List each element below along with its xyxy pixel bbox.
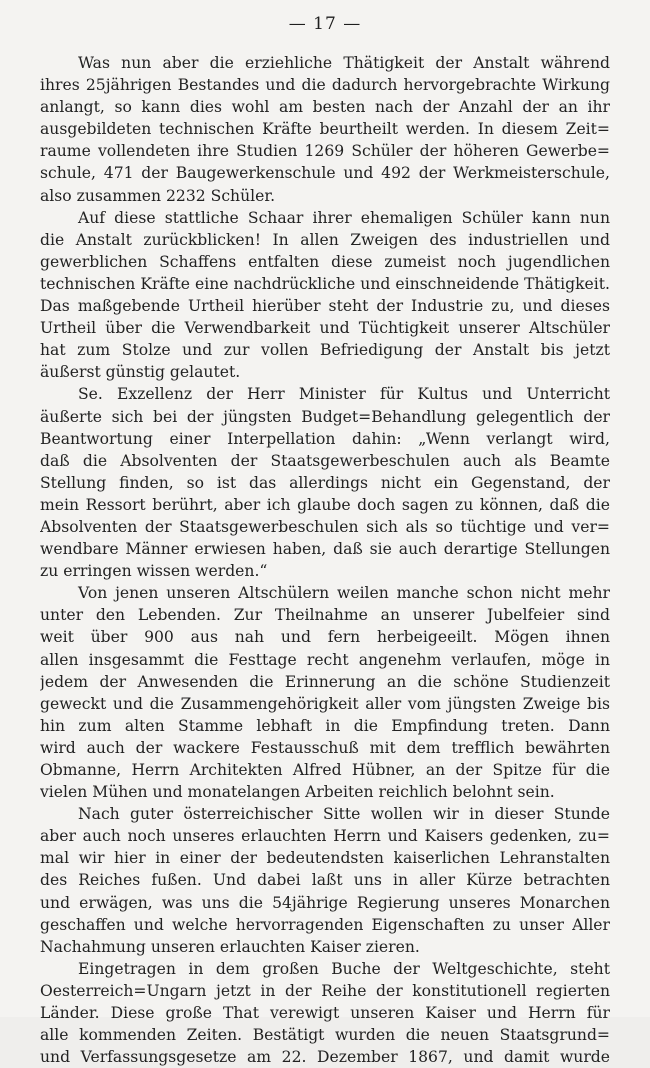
text-line: allen insgesammt die Festtage recht angenehm verlaufen, möge in	[40, 650, 610, 669]
paragraph	[40, 383, 610, 582]
text-line: also zusammen 2232 Schüler.	[40, 186, 276, 205]
text-line: Länder. Diese große That verewigt unseren Kaiser und Herrn für	[40, 1004, 610, 1023]
text-line: Oesterreich=Ungarn jetzt in der Reihe der konstitutionell regierten	[40, 981, 610, 1000]
paragraph	[40, 803, 610, 958]
paragraph	[40, 207, 610, 384]
text-line: Auf diese stattliche Schaar ihrer ehemaligen Schüler kann nun	[78, 208, 610, 227]
text-line: Das maßgebende Urtheil hierüber steht der Industrie zu, und dieses	[40, 297, 610, 316]
text-line: und Verfassungsgesetze am 22. Dezember 1867, und damit wurde	[40, 1048, 610, 1067]
text-line: raume vollendeten ihre Studien 1269 Schüler der höheren Gewerbe=	[40, 142, 610, 161]
text-line: geweckt und die Zusammengehörigkeit aller vom jüngsten Zweige bis	[40, 694, 610, 713]
text-line: mein Ressort berührt, aber ich glaube doch sagen zu können, daß die	[40, 495, 610, 514]
text-line: Nachahmung unseren erlauchten Kaiser zieren.	[40, 937, 420, 956]
text-line: hin zum alten Stamme lebhaft in die Empfindung treten. Dann	[40, 716, 610, 735]
text-line: Obmanne, Herrn Architekten Alfred Hübner, an der Spitze für die	[40, 761, 610, 779]
text-line: Was nun aber die erziehliche Thätigkeit der Anstalt während	[78, 54, 610, 72]
text-line: technischen Kräfte eine nachdrückliche und einschneidende Thätigkeit.	[40, 274, 610, 293]
text-line: des Reiches fußen. Und dabei laßt uns in aller Kürze betrachten	[40, 871, 610, 890]
text-line: äußerst günstig gelautet.	[40, 363, 241, 382]
text-line: Absolventen der Staatsgewerbeschulen sich als so tüchtige und ver=	[40, 517, 610, 536]
text-line: wird auch der wackere Festausschuß mit dem trefflich bewährten	[40, 738, 610, 757]
text-line: mal wir hier in einer der bedeutendsten kaiserlichen Lehranstalten	[40, 849, 610, 868]
text-line: vielen Mühen und monatelangen Arbeiten reichlich belohnt sein.	[40, 783, 555, 802]
text-line: Beantwortung einer Interpellation dahin: „Wenn verlangt wird,	[40, 429, 610, 448]
paragraph	[40, 52, 610, 207]
text-line: wendbare Männer erwiesen haben, daß sie auch derartige Stellungen	[40, 540, 610, 559]
text-line: Stellung finden, so ist das allerdings nicht ein Gegenstand, der	[40, 473, 610, 492]
text-line: und erwägen, was uns die 54jährige Regierung unseres Monarchen	[40, 893, 610, 912]
text-line: Urtheil über die Verwendbarkeit und Tüchtigkeit unserer Altschüler	[40, 319, 610, 338]
text-line: Se. Exzellenz der Herr Minister für Kultus und Unterricht	[78, 385, 610, 404]
paragraph	[40, 958, 610, 1068]
text-line: unter den Lebenden. Zur Theilnahme an unserer Jubelfeier sind	[40, 606, 610, 625]
text-line: zu erringen wissen werden.“	[40, 562, 268, 581]
text-line: daß die Absolventen der Staatsgewerbeschulen auch als Beamte	[40, 451, 610, 470]
text-line: Eingetragen in dem großen Buche der Weltgeschichte, steht	[78, 959, 610, 978]
text-line: alle kommenden Zeiten. Bestätigt wurden die neuen Staatsgrund=	[40, 1026, 610, 1045]
text-line: ihres 25jährigen Bestandes und die dadurch hervorgebrachte Wirkung	[40, 76, 610, 95]
text-line: ausgebildeten technischen Kräfte beurtheilt werden. In diesem Zeit=	[40, 120, 610, 139]
text-line: geschaffen und welche hervorragenden Eigenschaften zu unser Aller	[40, 915, 610, 934]
paragraph	[40, 582, 610, 803]
text-line: Von jenen unseren Altschülern weilen manche schon nicht mehr	[78, 584, 610, 603]
text-line: Nach guter österreichischer Sitte wollen wir in dieser Stunde	[78, 805, 610, 824]
body-text	[40, 52, 610, 1068]
text-line: hat zum Stolze und zur vollen Befriedigung der Anstalt bis jetzt	[40, 341, 610, 360]
text-line: aber auch noch unseres erlauchten Herrn und Kaisers gedenken, zu=	[40, 827, 610, 846]
page-number: — 17 —	[288, 14, 362, 34]
text-line: anlangt, so kann dies wohl am besten nach der Anzahl der an ihr	[40, 98, 610, 117]
text-line: äußerte sich bei der jüngsten Budget=Behandlung gelegentlich der	[40, 407, 610, 426]
text-line: weit über 900 aus nah und fern herbeigeeilt. Mögen ihnen	[40, 628, 610, 647]
text-line: die Anstalt zurückblicken! In allen Zweigen des industriellen und	[40, 230, 610, 249]
text-line: jedem der Anwesenden die Erinnerung an die schöne Studienzeit	[40, 672, 610, 691]
text-line: gewerblichen Schaffens entfalten diese zumeist noch jugendlichen	[40, 252, 610, 271]
text-line: schule, 471 der Baugewerkenschule und 492 der Werkmeisterschule,	[40, 164, 610, 183]
